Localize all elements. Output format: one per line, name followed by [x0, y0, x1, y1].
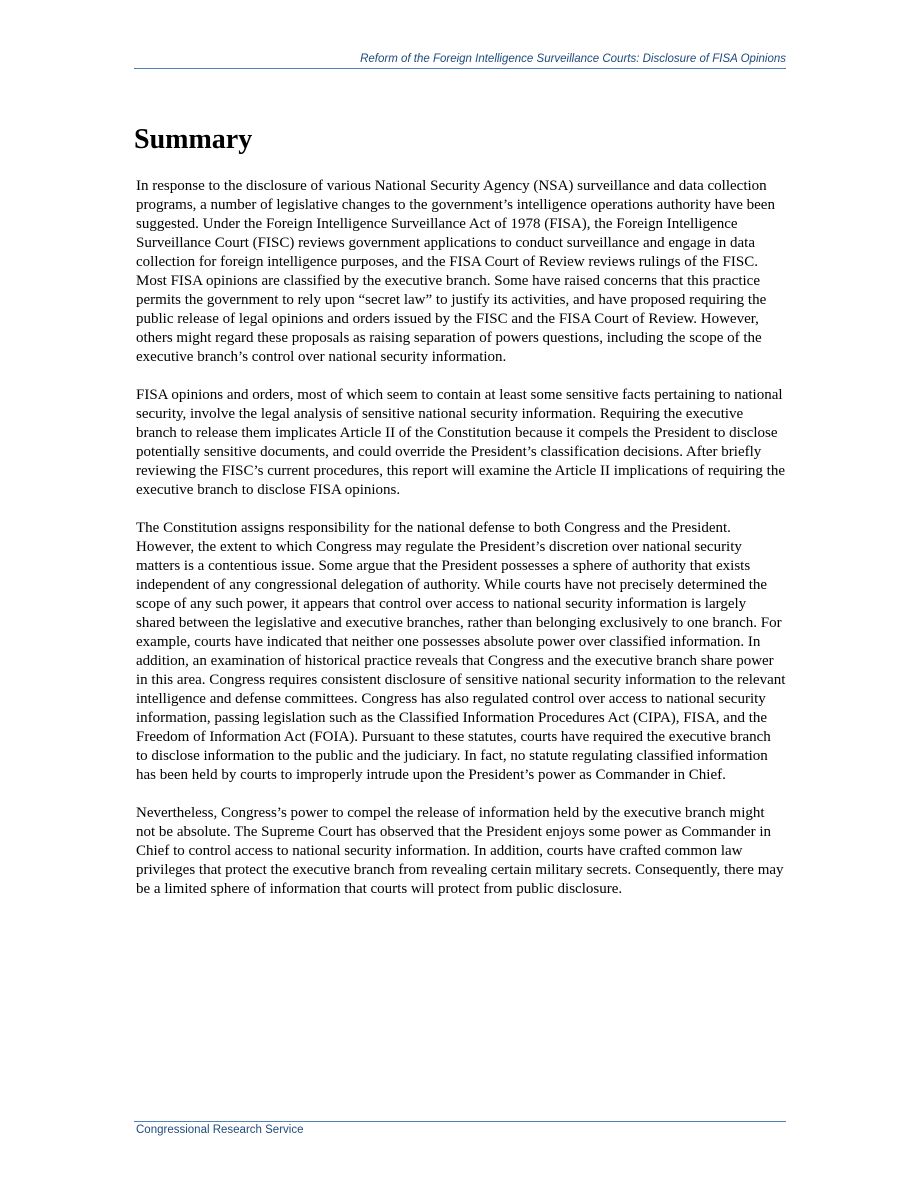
footer-publisher: Congressional Research Service — [136, 1124, 304, 1136]
paragraph-4: Nevertheless, Congress’s power to compel the release of information held by the executive branch might not be absolute. The Supreme Court has observed that the President enjoys some power as Commander in Chief to control access to national security information. In addition, courts have crafted common law privileges that protect the executive branch from revealing certain military secrets. Consequently, there may be a limited sphere of information that courts will protect from public disclosure. — [136, 805, 784, 897]
running-header: Reform of the Foreign Intelligence Surveillance Courts: Disclosure of FISA Opinions — [360, 53, 786, 65]
paragraph-3: The Constitution assigns responsibility for the national defense to both Congress and the President. However, the extent to which Congress may regulate the President’s discretion over national security matters is a contentious issue. Some argue that the President possesses a sphere of authority that exists independent of any congressional delegation of authority. While courts have not precisely determined the scope of any such power, it appears that control over access to national security information is largely shared between the legislative and executive branches, rather than belonging exclusively to one branch. For example, courts have indicated that neither one possesses absolute power over classified information. In addition, an examination of historical practice reveals that Congress and the executive branch share power in this area. Congress requires consistent disclosure of sensitive national security information to the relevant intelligence and defense committees. Congress has also regulated control over access to national security information, passing legislation such as the Classified Information Procedures Act (CIPA), FISA, and the Freedom of Information Act (FOIA). Pursuant to these statutes, courts have required the executive branch to disclose information to the public and the judiciary. In fact, no statute regulating classified information has been held by courts to improperly intrude upon the President’s power as Commander in Chief. — [136, 520, 786, 783]
paragraph-1: In response to the disclosure of various National Security Agency (NSA) surveillance and data collection programs, a number of legislative changes to the government’s intelligence operations authority have been suggested. Under the Foreign Intelligence Surveillance Act of 1978 (FISA), the Foreign Intelligence Surveillance Court (FISC) reviews government applications to conduct surveillance and engage in data collection for foreign intelligence purposes, and the FISA Court of Review reviews rulings of the FISC. Most FISA opinions are classified by the executive branch. Some have raised concerns that this practice permits the government to rely upon “secret law” to justify its activities, and have proposed requiring the public release of legal opinions and orders issued by the FISC and the FISA Court of Review. However, others might regard these proposals as raising separation of powers questions, including the scope of the executive branch’s control over national security information. — [136, 178, 775, 365]
header-divider — [134, 68, 786, 69]
paragraph-2: FISA opinions and orders, most of which seem to contain at least some sensitive facts pertaining to national security, involve the legal analysis of sensitive national security information. Requiring the executive branch to release them implicates Article II of the Constitution because it compels the President to disclose potentially sensitive documents, and could override the President’s classification decisions. After briefly reviewing the FISC’s current procedures, this report will examine the Article II implications of requiring the executive branch to disclose FISA opinions. — [136, 387, 785, 498]
footer-divider — [134, 1121, 786, 1122]
section-title: Summary — [134, 124, 253, 155]
summary-body — [136, 177, 786, 918]
